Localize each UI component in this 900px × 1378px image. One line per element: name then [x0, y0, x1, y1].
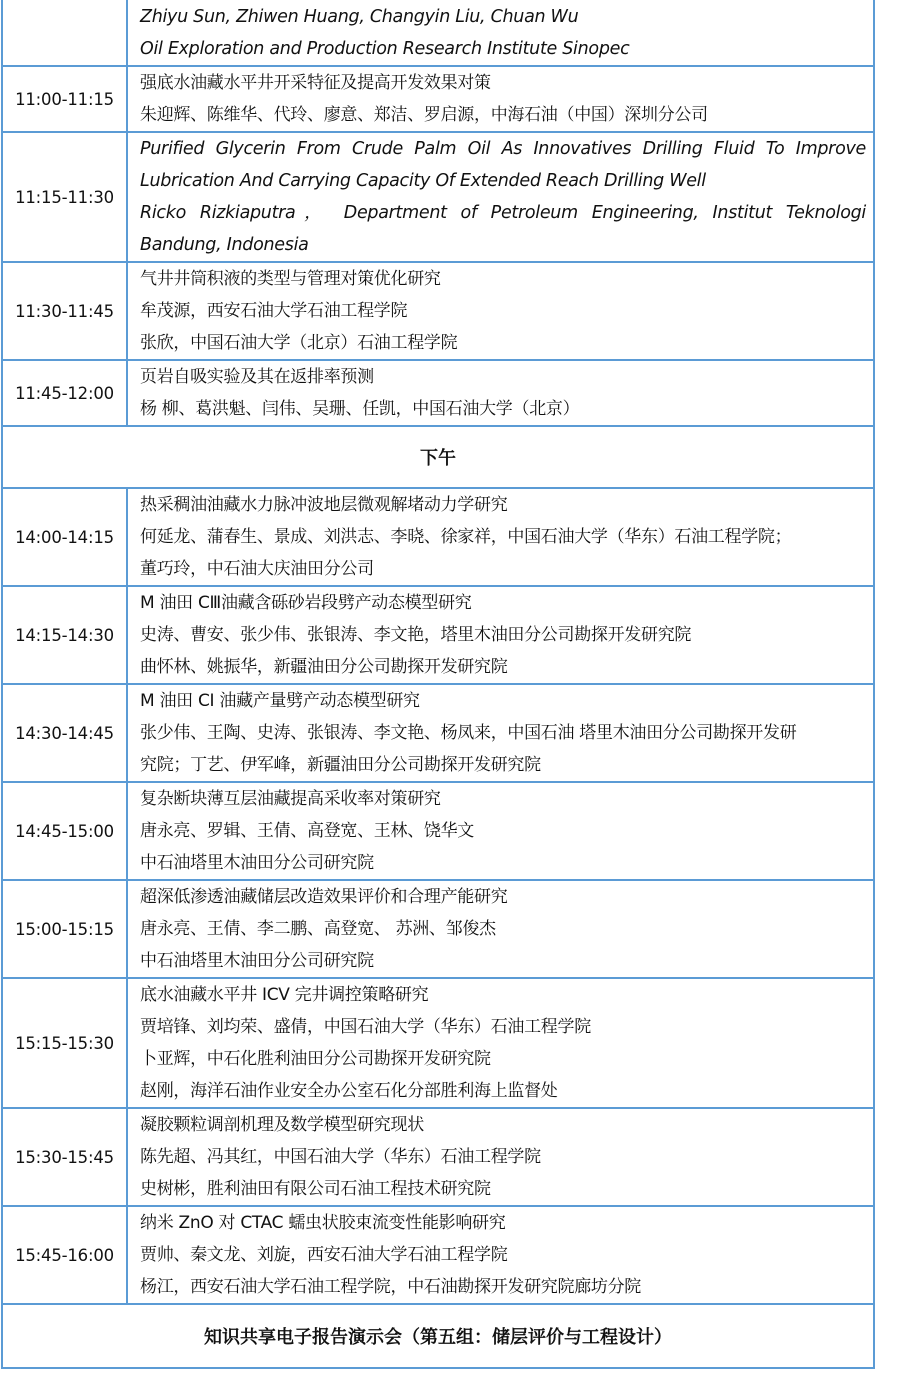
- section-row: [2, 426, 874, 488]
- schedule-row: [2, 132, 874, 262]
- schedule-row: [2, 66, 874, 132]
- author-line: 唐永亮、王倩、李二鹏、高登宽、 苏洲、邹俊杰: [140, 919, 496, 939]
- talk-cell: [127, 0, 874, 66]
- talk-title: 纳米 ZnO 对 CTAC 蠕虫状胶束流变性能影响研究: [140, 1213, 506, 1233]
- time-cell: 11:00-11:15: [2, 66, 127, 132]
- talk-title: 复杂断块薄互层油藏提高采收率对策研究: [140, 789, 441, 809]
- author-line: 史树彬，胜利油田有限公司石油工程技术研究院: [140, 1179, 491, 1199]
- author-line: 牟茂源，西安石油大学石油工程学院: [140, 301, 408, 321]
- author-line: 何延龙、蒲春生、景成、刘洪志、李晓、徐家祥，中国石油大学（华东）石油工程学院；: [140, 527, 792, 547]
- time-cell: 15:00-15:15: [2, 880, 127, 978]
- time-cell: 15:30-15:45: [2, 1108, 127, 1206]
- talk-title: 凝胶颗粒调剖机理及数学模型研究现状: [140, 1115, 424, 1135]
- time-cell: 14:45-15:00: [2, 782, 127, 880]
- author-line: 张少伟、王陶、史涛、张银涛、李文艳、杨凤来，中国石油 塔里木油田分公司勘探开发研: [140, 723, 797, 743]
- talk-cell: [127, 978, 874, 1108]
- talk-cell: [127, 782, 874, 880]
- schedule-row: [2, 684, 874, 782]
- talk-cell: [127, 880, 874, 978]
- schedule-table: [1, 0, 875, 1369]
- talk-title: 底水油藏水平井 ICV 完井调控策略研究: [140, 985, 429, 1005]
- author-line: 贾培锋、刘均荣、盛倩，中国石油大学（华东）石油工程学院: [140, 1017, 591, 1037]
- schedule-row: [2, 1108, 874, 1206]
- schedule-row: [2, 488, 874, 586]
- section-row: [2, 1304, 874, 1368]
- author-line: 杨 柳、葛洪魁、闫伟、吴珊、任凯，中国石油大学（北京）: [140, 399, 580, 419]
- talk-title: Lubrication And Carrying Capacity Of Extended Reach Drilling Well: [140, 171, 706, 191]
- talk-cell: [127, 488, 874, 586]
- talk-title: M 油田 CI 油藏产量劈产动态模型研究: [140, 691, 420, 711]
- talk-cell: [127, 360, 874, 426]
- affiliation-line: 中石油塔里木油田分公司研究院: [140, 951, 374, 971]
- talk-cell: [127, 132, 874, 262]
- time-cell: 14:15-14:30: [2, 586, 127, 684]
- talk-title: 气井井筒积液的类型与管理对策优化研究: [140, 269, 441, 289]
- schedule-row: [2, 360, 874, 426]
- section-heading-afternoon: 下午: [2, 426, 874, 488]
- time-cell: 14:00-14:15: [2, 488, 127, 586]
- author-line: 陈先超、冯其红，中国石油大学（华东）石油工程学院: [140, 1147, 541, 1167]
- time-cell: 14:30-14:45: [2, 684, 127, 782]
- author-line: 究院；丁艺、伊军峰，新疆油田分公司勘探开发研究院: [140, 755, 541, 775]
- author-line: 曲怀林、姚振华，新疆油田分公司勘探开发研究院: [140, 657, 508, 677]
- author-line: 朱迎辉、陈维华、代玲、廖意、郑洁、罗启源，中海石油（中国）深圳分公司: [140, 105, 708, 125]
- author-line: Zhiyu Sun, Zhiwen Huang, Changyin Liu, Chuan Wu: [140, 6, 579, 27]
- author-line: 贾帅、秦文龙、刘旋，西安石油大学石油工程学院: [140, 1245, 508, 1265]
- schedule-row: [2, 880, 874, 978]
- affiliation-line: Bandung, Indonesia: [140, 235, 309, 255]
- affiliation-line: 中石油塔里木油田分公司研究院: [140, 853, 374, 873]
- talk-cell: [127, 1108, 874, 1206]
- talk-cell: [127, 586, 874, 684]
- author-line: 赵刚，海洋石油作业安全办公室石化分部胜利海上监督处: [140, 1081, 558, 1101]
- schedule-row: [2, 782, 874, 880]
- talk-title: 强底水油藏水平井开采特征及提高开发效果对策: [140, 73, 491, 93]
- time-cell: 11:30-11:45: [2, 262, 127, 360]
- time-cell: 15:15-15:30: [2, 978, 127, 1108]
- schedule-row: [2, 586, 874, 684]
- author-line: Ricko Rizkiaputra， Department of Petroleum Engineering, Institut Teknologi: [140, 203, 866, 223]
- schedule-row: [2, 1206, 874, 1304]
- time-cell: 11:15-11:30: [2, 132, 127, 262]
- talk-title: Purified Glycerin From Crude Palm Oil As Innovatives Drilling Fluid To Improve: [140, 139, 866, 159]
- time-cell: 15:45-16:00: [2, 1206, 127, 1304]
- talk-title: 页岩自吸实验及其在返排率预测: [140, 367, 374, 387]
- talk-cell: [127, 262, 874, 360]
- author-line: 卜亚辉，中石化胜利油田分公司勘探开发研究院: [140, 1049, 491, 1069]
- talk-cell: [127, 684, 874, 782]
- author-line: 张欣，中国石油大学（北京）石油工程学院: [140, 333, 458, 353]
- talk-title: 超深低渗透油藏储层改造效果评价和合理产能研究: [140, 887, 508, 907]
- talk-title: M 油田 CⅢ油藏含砾砂岩段劈产动态模型研究: [140, 593, 472, 613]
- talk-title: 热采稠油油藏水力脉冲波地层微观解堵动力学研究: [140, 495, 508, 515]
- time-cell: [2, 0, 127, 66]
- author-line: 杨江，西安石油大学石油工程学院，中石油勘探开发研究院廊坊分院: [140, 1277, 641, 1297]
- author-line: 史涛、曹安、张少伟、张银涛、李文艳，塔里木油田分公司勘探开发研究院: [140, 625, 692, 645]
- schedule-row: [2, 0, 874, 66]
- affiliation-line: Oil Exploration and Production Research Institute Sinopec: [140, 38, 630, 59]
- schedule-row: [2, 978, 874, 1108]
- author-line: 董巧玲，中石油大庆油田分公司: [140, 559, 374, 579]
- author-line: 唐永亮、罗辑、王倩、高登宽、王林、饶华文: [140, 821, 474, 841]
- schedule-row: [2, 262, 874, 360]
- time-cell: 11:45-12:00: [2, 360, 127, 426]
- talk-cell: [127, 1206, 874, 1304]
- talk-cell: [127, 66, 874, 132]
- section-heading-session: 知识共享电子报告演示会（第五组：储层评价与工程设计）: [2, 1304, 874, 1368]
